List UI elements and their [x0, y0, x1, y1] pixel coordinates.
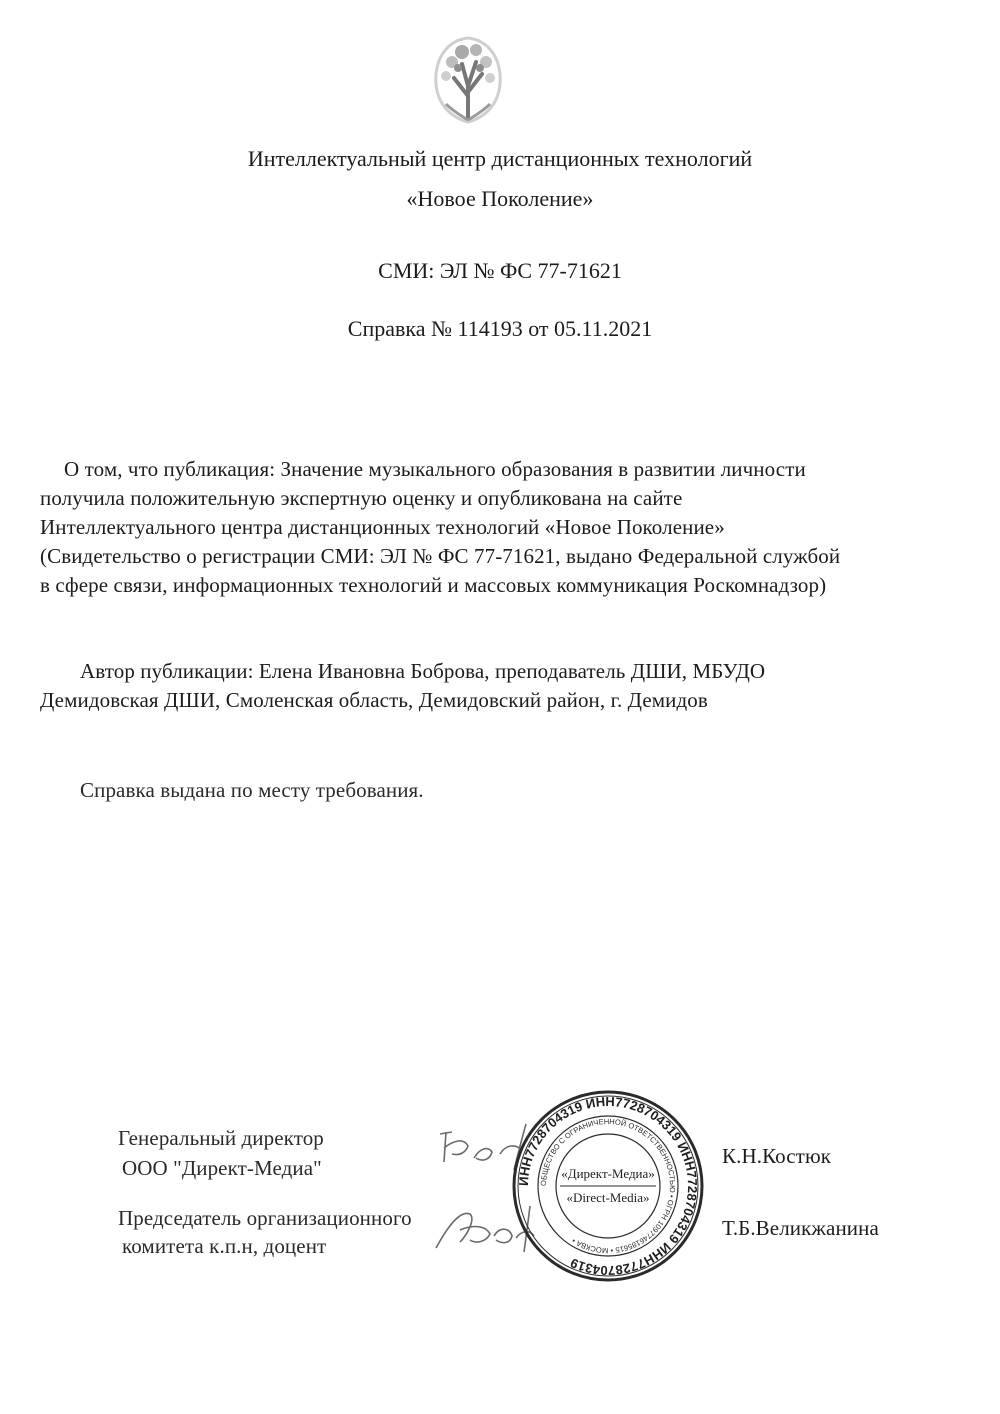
paragraph-line: Интеллектуального центра дистанционных технологий «Новое Поколение»	[40, 515, 725, 539]
paragraph-line: О том, что публикация: Значение музыкального образования в развитии личности	[64, 457, 806, 481]
director-name: К.Н.Костюк	[722, 1144, 832, 1168]
stamp-company-ru: «Директ-Медиа»	[561, 1166, 655, 1181]
stamp-inner-ring-text: ОБЩЕСТВО С ОГРАНИЧЕННОЙ ОТВЕТСТВЕННОСТЬЮ • ОГРН 1097746185615 • МОСКВА •	[538, 1116, 678, 1256]
tree-logo-icon	[428, 34, 508, 126]
reference-number: Справка № 114193 от 05.11.2021	[347, 316, 653, 341]
paragraph-line: в сфере связи, информационных технологий и массовых коммуникация Роскомнадзор)	[40, 573, 827, 597]
director-title: Генеральный директор	[118, 1126, 324, 1150]
smi-registration: СМИ: ЭЛ № ФС 77-71621	[378, 258, 622, 283]
author-line: Демидовская ДШИ, Смоленская область, Демидовский район, г. Демидов	[40, 688, 708, 712]
chair-subtitle: комитета к.п.н, доцент	[122, 1234, 327, 1258]
chair-title: Председатель организационного	[118, 1206, 412, 1230]
director-company: ООО "Директ-Медиа"	[122, 1156, 322, 1180]
paragraph-line: получила положительную экспертную оценку и опубликована на сайте	[40, 486, 683, 510]
issued-note: Справка выдана по месту требования.	[80, 778, 424, 802]
company-stamp	[512, 1090, 704, 1282]
org-name: Интеллектуальный центр дистанционных технологий	[247, 146, 753, 171]
author-line: Автор публикации: Елена Ивановна Боброва, преподаватель ДШИ, МБУДО	[80, 659, 766, 683]
org-quoted-name: «Новое Поколение»	[406, 186, 594, 211]
chair-name: Т.Б.Великжанина	[722, 1216, 879, 1240]
paragraph-line: (Свидетельство о регистрации СМИ: ЭЛ № ФС 77-71621, выдано Федеральной службой	[40, 544, 841, 568]
stamp-company-en: «Direct-Media»	[566, 1190, 650, 1205]
stamp-outer-ring-text: ИНН7728704319 ИНН7728704319 ИНН7728704319 ИНН7728704319	[515, 1093, 701, 1279]
